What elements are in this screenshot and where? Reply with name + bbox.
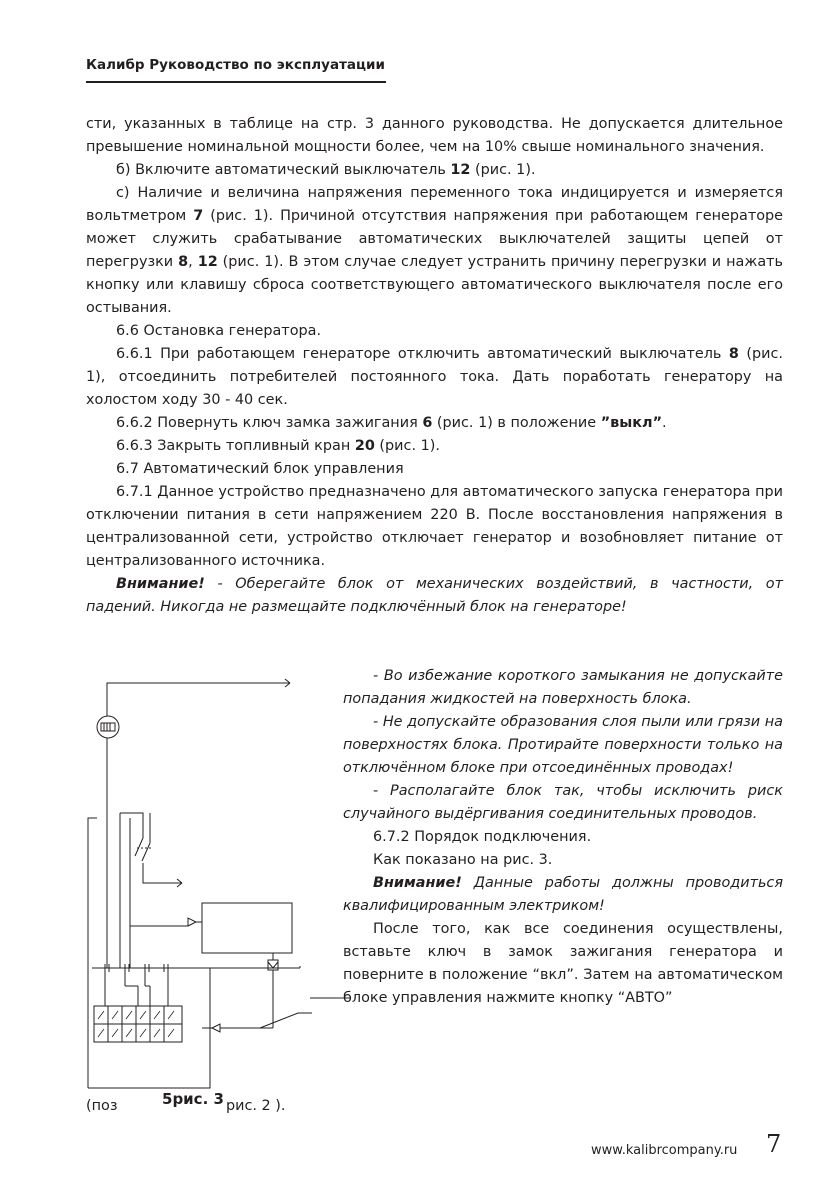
paragraph: 6.7.1 Данное устройство предназначено для автоматического запуска генератора при отключении питания в сети напряжением 220 В. После восстановления напряжения в централизованной сети, устройство отключает генератор и возобновляет питание от централизованного источника. <box>86 484 783 569</box>
warning-item: - Располагайте блок так, чтобы исключить риск случайного выдёргивания соединительных проводов. <box>343 783 783 822</box>
warning-paragraph: Внимание! Данные работы должны проводиться квалифицированным электриком! <box>343 875 783 914</box>
figure-caption-left: (поз <box>86 1098 118 1114</box>
page-header-title: Калибр Руководство по эксплуатации <box>86 57 385 73</box>
paragraph: 6.7 Автоматический блок управления <box>116 461 404 477</box>
right-column-text <box>343 665 783 1010</box>
paragraph: 6.6.1 При работающем генераторе отключить автоматический выключатель 8 (рис. 1), отсоединить потребителей постоянного тока. Дать поработать генератору на холостом ходу 30 - 40 сек. <box>86 346 783 408</box>
paragraph: После того, как все соединения осуществлены, вставьте ключ в замок зажигания генератора и поверните в положение “вкл”. Затем на автоматическом блоке управления нажмите кнопку “АВТО” <box>343 921 783 1006</box>
paragraph: 6.6 Остановка генератора. <box>116 323 322 339</box>
paragraph: 6.6.3 Закрыть топливный кран 20 (рис. 1). <box>116 438 440 454</box>
footer-url: www.kalibrcompany.ru <box>591 1143 738 1158</box>
warning-item: - Не допускайте образования слоя пыли или грязи на поверхностях блока. Протирайте поверхности только на отключённом блоке при отсоединённых проводах! <box>343 714 783 776</box>
paragraph: 6.6.2 Повернуть ключ замка зажигания 6 (рис. 1) в положение ”выкл”. <box>116 415 667 431</box>
figure-caption-right: рис. 2 ). <box>226 1098 286 1114</box>
paragraph: Как показано на рис. 3. <box>373 852 553 868</box>
paragraph: с) Наличие и величина напряжения переменного тока индицируется и измеряется вольтметром 7 (рис. 1). Причиной отсутствия напряжения при работающем генераторе может служить срабатывание автоматических выключателей защиты цепей от перегрузки 8, 12 (рис. 1). В этом случае следует устранить причину перегрузки и нажать кнопку или клавишу сброса соответствующего автоматического выключателя после его остывания. <box>86 185 784 316</box>
warning-paragraph: Внимание! - Оберегайте блок от механических воздействий, в частности, от падений. Никогда не размещайте подключённый блок на генераторе! <box>86 576 783 615</box>
warning-item: - Во избежание короткого замыкания не допускайте попадания жидкостей на поверхность блока. <box>343 668 783 707</box>
paragraph: 6.7.2 Порядок подключения. <box>373 829 592 845</box>
paragraph: сти, указанных в таблице на стр. 3 данного руководства. Не допускается длительное превышение номинальной мощности более, чем на 10% свыше номинального значения. <box>86 116 783 155</box>
header-rule <box>86 81 386 83</box>
figure-caption-number: 5рис. 3 <box>162 1090 224 1108</box>
wiring-diagram <box>80 668 350 1098</box>
paragraph: б) Включите автоматический выключатель 12 (рис. 1). <box>116 162 536 178</box>
main-text <box>86 113 783 619</box>
page-number: 7 <box>766 1130 782 1158</box>
